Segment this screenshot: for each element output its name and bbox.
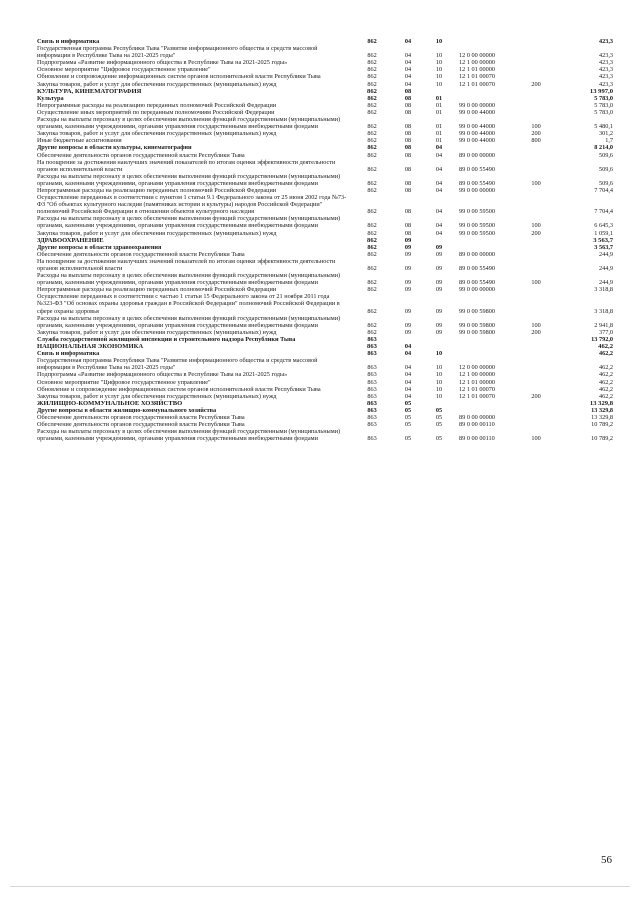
ministry-code: 863 (367, 371, 377, 379)
budget-table (37, 38, 613, 442)
row-name: Закупка товаров, работ и услуг для обеспечения государственных (муниципальных) нужд (37, 130, 277, 138)
subsection-code: 05 (435, 413, 443, 421)
section-code: 09 (404, 307, 412, 315)
section-code: 08 (404, 165, 412, 173)
ministry-code: 862 (367, 137, 377, 145)
subsection-code: 10 (435, 73, 443, 81)
table-row (37, 102, 613, 109)
row-name: Расходы на выплаты персоналу в целях обеспечения выполнения функций государственными (муниципальными) органами, казенными учреждениями, органами управления государственными внебюджетными фондами (37, 116, 341, 131)
subsection-code: 04 (435, 165, 443, 173)
amount: 1 059,1 (594, 229, 613, 237)
amount: 5 783,0 (594, 108, 613, 116)
row-name: ЖИЛИЩНО-КОММУНАЛЬНОЕ ХОЗЯЙСТВО (37, 399, 183, 407)
table-row (37, 357, 613, 371)
row-name: Основное мероприятие "Цифровое государственное управление" (37, 66, 211, 74)
amount: 462,2 (598, 385, 613, 393)
amount: 13 329,8 (589, 399, 613, 407)
section-code: 04 (404, 59, 412, 67)
amount: 244,9 (598, 279, 613, 287)
row-name: Государственная программа Республики Тыва "Развитие информационного общества и средств массовой информации в Республике Тыва на 2021-2025 годы" (37, 45, 318, 60)
table-row (37, 230, 613, 237)
section-code: 08 (404, 108, 412, 116)
target-article-code: 99 0 00 59800 (459, 328, 495, 336)
subsection-code: 10 (435, 350, 443, 358)
subsection-code: 10 (435, 38, 443, 45)
subsection-code: 05 (435, 421, 443, 429)
page-number: 56 (601, 854, 612, 866)
expense-type-code: 100 (531, 123, 541, 131)
expense-type-code: 100 (531, 222, 541, 230)
section-code: 04 (404, 378, 412, 386)
subsection-code: 09 (435, 279, 443, 287)
target-article-code: 99 0 00 44000 (459, 108, 495, 116)
table-row (37, 428, 613, 442)
ministry-code: 862 (367, 179, 377, 187)
ministry-code: 862 (367, 151, 377, 159)
target-article-code: 89 0 00 55490 (459, 279, 495, 287)
row-name: Закупка товаров, работ и услуг для обеспечения государственных (муниципальных) нужд (37, 328, 277, 336)
row-name: На поощрение за достижения наилучших значений показателей по итогам оценки эффективности деятельности органов исполнительной власти (37, 257, 336, 272)
ministry-code: 862 (367, 94, 377, 102)
ministry-code: 862 (367, 144, 377, 152)
amount: 377,0 (598, 328, 613, 336)
section-code: 09 (404, 286, 412, 294)
row-name: Связь и информатика (37, 350, 100, 358)
amount: 3 563,7 (593, 236, 613, 244)
ministry-code: 863 (367, 421, 377, 429)
table-row (37, 350, 613, 357)
expense-type-code: 200 (531, 229, 541, 237)
table-row (37, 88, 613, 95)
row-name: Расходы на выплаты персоналу в целях обеспечения выполнения функций государственными (муниципальными) органами, казенными учреждениями, органами управления государственными внебюджетными фондами (37, 272, 341, 287)
row-name: Закупка товаров, работ и услуг для обеспечения государственных (муниципальных) нужд (37, 80, 277, 88)
subsection-code: 01 (435, 137, 443, 145)
amount: 462,2 (598, 371, 613, 379)
row-name: Осуществление переданных в соответствии с пунктом 1 статьи 9.1 Федерального закона от 25 июня 2002 года №73-ФЗ "Об объектах культурного наследия (памятниках истории и культуры) народов Российской Федерации" полномочий Российской Федерации в отношении объектов культурного наследия (37, 194, 347, 216)
section-code: 04 (404, 343, 412, 351)
ministry-code: 862 (367, 229, 377, 237)
expense-type-code: 100 (531, 321, 541, 329)
row-name: Обновление и сопровождение информационных систем органов исполнительной власти Республики Тыва (37, 73, 321, 81)
bottom-rule (10, 886, 630, 887)
amount: 423,3 (598, 73, 613, 81)
amount: 10 789,2 (591, 421, 613, 429)
ministry-code: 863 (367, 392, 377, 400)
target-article-code: 12 1 01 00070 (459, 392, 495, 400)
section-code: 08 (404, 101, 412, 109)
expense-type-code: 100 (531, 179, 541, 187)
table-row (37, 251, 613, 258)
section-code: 04 (404, 371, 412, 379)
subsection-code: 10 (435, 52, 443, 60)
amount: 13 329,8 (591, 413, 613, 421)
section-code: 08 (404, 123, 412, 131)
section-code: 04 (404, 350, 412, 358)
ministry-code: 863 (367, 435, 377, 443)
subsection-code: 01 (435, 130, 443, 138)
ministry-code: 862 (367, 123, 377, 131)
target-article-code: 89 0 00 55490 (459, 165, 495, 173)
ministry-code: 862 (367, 101, 377, 109)
target-article-code: 99 0 00 00000 (459, 186, 495, 194)
amount: 462,2 (598, 364, 613, 372)
table-row (37, 336, 613, 343)
row-name: Непрограммные расходы на реализацию переданных полномочий Российской Федерации (37, 286, 277, 294)
section-code: 05 (404, 399, 412, 407)
expense-type-code: 200 (531, 80, 541, 88)
row-name: ЗДРАВООХРАНЕНИЕ (37, 236, 104, 244)
subsection-code: 01 (435, 108, 443, 116)
subsection-code: 10 (435, 59, 443, 67)
target-article-code: 99 0 00 44000 (459, 130, 495, 138)
subsection-code: 09 (435, 286, 443, 294)
row-name: Служба государственной жилищной инспекции и строительного надзора Республики Тыва (37, 335, 296, 343)
ministry-code: 862 (367, 265, 377, 272)
subsection-code: 10 (435, 392, 443, 400)
section-code: 04 (404, 364, 412, 372)
ministry-code: 862 (367, 321, 377, 329)
section-code: 05 (404, 406, 412, 414)
row-name: Расходы на выплаты персоналу в целях обеспечения выполнения функций государственными (муниципальными) органами, казенными учреждениями, органами управления государственными внебюджетными фондами (37, 215, 341, 230)
table-row (37, 272, 613, 286)
table-row (37, 329, 613, 336)
subsection-code: 01 (435, 94, 443, 102)
section-code: 04 (404, 38, 412, 45)
subsection-code: 01 (435, 123, 443, 131)
expense-type-code: 100 (531, 279, 541, 287)
section-code: 08 (404, 151, 412, 159)
target-article-code: 12 1 00 00000 (459, 371, 495, 379)
row-name: Обеспечение деятельности органов государственной власти Республики Тыва (37, 413, 245, 421)
ministry-code: 862 (367, 38, 377, 45)
row-name: Подпрограмма «Развитие информационного общества в Республике Тыва на 2021-2025 годы» (37, 371, 288, 379)
section-code: 08 (404, 87, 412, 95)
row-name: Иные бюджетные ассигнования (37, 137, 122, 145)
amount: 509,6 (598, 165, 613, 173)
ministry-code: 862 (367, 250, 377, 258)
table-row (37, 59, 613, 66)
ministry-code: 862 (367, 243, 377, 251)
ministry-code: 862 (367, 286, 377, 294)
ministry-code: 862 (367, 208, 377, 216)
table-row (37, 215, 613, 229)
target-article-code: 12 1 01 00000 (459, 378, 495, 386)
target-article-code: 12 1 01 00000 (459, 66, 495, 74)
amount: 509,6 (598, 151, 613, 159)
ministry-code: 862 (367, 165, 377, 173)
table-row (37, 407, 613, 414)
subsection-code: 10 (435, 66, 443, 74)
target-article-code: 89 0 00 00110 (459, 435, 495, 443)
subsection-code: 05 (435, 406, 443, 414)
amount: 423,3 (598, 66, 613, 74)
ministry-code: 863 (367, 406, 377, 414)
row-name: Непрограммные расходы на реализацию переданных полномочий Российской Федерации (37, 186, 277, 194)
amount: 3 318,8 (594, 307, 613, 315)
expense-type-code: 200 (531, 392, 541, 400)
expense-type-code: 100 (531, 435, 541, 443)
ministry-code: 863 (367, 385, 377, 393)
target-article-code: 12 0 00 00000 (459, 364, 495, 372)
row-name: Закупка товаров, работ и услуг для обеспечения государственных (муниципальных) нужд (37, 229, 277, 237)
amount: 462,2 (598, 378, 613, 386)
ministry-code: 863 (367, 350, 377, 358)
section-code: 04 (404, 52, 412, 60)
row-name: Расходы на выплаты персоналу в целях обеспечения выполнения функций государственными (муниципальными) органами, казенными учреждениями, органами управления государственными внебюджетными фондами (37, 428, 341, 443)
table-row (37, 144, 613, 151)
ministry-code: 862 (367, 108, 377, 116)
table-row (37, 109, 613, 116)
amount: 5 783,0 (594, 101, 613, 109)
section-code: 04 (404, 73, 412, 81)
row-name: Обеспечение деятельности органов государственной власти Республики Тыва (37, 250, 245, 258)
row-name: Другие вопросы в области жилищно-коммунального хозяйства (37, 406, 217, 414)
amount: 7 704,4 (594, 186, 613, 194)
amount: 10 789,2 (591, 435, 613, 443)
section-code: 08 (404, 137, 412, 145)
subsection-code: 04 (435, 208, 443, 216)
table-row (37, 258, 613, 272)
subsection-code: 04 (435, 229, 443, 237)
amount: 462,2 (598, 343, 613, 351)
table-row (37, 95, 613, 102)
table-row (37, 421, 613, 428)
table-row (37, 152, 613, 159)
row-name: Осуществление переданных в соответствии с частью 1 статьи 15 Федерального закона от 21 ноября 2011 года №323-ФЗ "Об основах охраны здоровья граждан в Российской Федерации" полномочий Российской Федерации в сфере охраны здоровья (37, 293, 340, 315)
table-row (37, 38, 613, 45)
section-code: 04 (404, 392, 412, 400)
amount: 1,7 (605, 137, 613, 145)
table-row (37, 400, 613, 407)
subsection-code: 09 (435, 265, 443, 272)
ministry-code: 862 (367, 52, 377, 60)
section-code: 09 (404, 250, 412, 258)
ministry-code: 862 (367, 66, 377, 74)
ministry-code: 862 (367, 279, 377, 287)
subsection-code: 05 (435, 435, 443, 443)
section-code: 09 (404, 328, 412, 336)
subsection-code: 09 (435, 250, 443, 258)
table-row (37, 116, 613, 130)
row-name: Обеспечение деятельности органов государственной власти Республики Тыва (37, 151, 245, 159)
table-row (37, 66, 613, 73)
amount: 301,2 (598, 130, 613, 138)
amount: 244,9 (598, 250, 613, 258)
subsection-code: 09 (435, 307, 443, 315)
expense-type-code: 800 (531, 137, 541, 145)
ministry-code: 862 (367, 307, 377, 315)
row-name: КУЛЬТУРА, КИНЕМАТОГРАФИЯ (37, 87, 142, 95)
row-name: Культура (37, 94, 64, 102)
target-article-code: 99 0 00 00000 (459, 101, 495, 109)
row-name: На поощрение за достижения наилучших значений показателей по итогам оценки эффективности деятельности органов исполнительной власти (37, 158, 336, 173)
amount: 423,3 (598, 59, 613, 67)
target-article-code: 99 0 00 59500 (459, 208, 495, 216)
table-row (37, 286, 613, 293)
amount: 6 645,3 (594, 222, 613, 230)
amount: 13 329,8 (591, 406, 613, 414)
amount: 423,3 (598, 52, 613, 60)
table-row (37, 45, 613, 59)
table-row (37, 137, 613, 144)
table-row (37, 73, 613, 80)
table-row (37, 130, 613, 137)
subsection-code: 10 (435, 364, 443, 372)
row-name: Основное мероприятие "Цифровое государственное управление" (37, 378, 211, 386)
table-row (37, 414, 613, 421)
target-article-code: 89 0 00 55490 (459, 179, 495, 187)
section-code: 09 (404, 321, 412, 329)
target-article-code: 99 0 00 59500 (459, 229, 495, 237)
table-row (37, 159, 613, 173)
amount: 462,2 (598, 392, 613, 400)
amount: 13 792,0 (591, 335, 613, 343)
table-row (37, 244, 613, 251)
ministry-code: 863 (367, 335, 377, 343)
ministry-code: 862 (367, 236, 377, 244)
target-article-code: 89 0 00 55490 (459, 265, 495, 272)
row-name: Другие вопросы в области здравоохранения (37, 243, 162, 251)
section-code: 08 (404, 229, 412, 237)
section-code: 09 (404, 265, 412, 272)
row-name: Государственная программа Республики Тыва "Развитие информационного общества и средств массовой информации в Республике Тыва на 2021-2025 годы" (37, 357, 318, 372)
row-name: Подпрограмма «Развитие информационного общества в Республике Тыва на 2021-2025 годы» (37, 59, 288, 67)
section-code: 08 (404, 144, 412, 152)
amount: 13 997,0 (589, 87, 613, 95)
amount: 462,2 (598, 350, 613, 358)
expense-type-code: 200 (531, 130, 541, 138)
section-code: 04 (404, 66, 412, 74)
section-code: 04 (404, 80, 412, 88)
table-row (37, 187, 613, 194)
amount: 8 214,0 (594, 144, 613, 152)
subsection-code: 09 (435, 243, 443, 251)
table-row (37, 386, 613, 393)
subsection-code: 10 (435, 80, 443, 88)
target-article-code: 99 0 00 00000 (459, 286, 495, 294)
section-code: 08 (404, 208, 412, 216)
table-row (37, 393, 613, 400)
table-row (37, 237, 613, 244)
amount: 423,3 (598, 38, 613, 45)
table-row (37, 343, 613, 350)
section-code: 05 (404, 435, 412, 443)
target-article-code: 99 0 00 44000 (459, 137, 495, 145)
target-article-code: 99 0 00 59800 (459, 307, 495, 315)
ministry-code: 862 (367, 87, 377, 95)
target-article-code: 99 0 00 59800 (459, 321, 495, 329)
target-article-code: 89 0 00 00110 (459, 421, 495, 429)
section-code: 09 (404, 243, 412, 251)
target-article-code: 12 1 01 00070 (459, 385, 495, 393)
subsection-code: 04 (435, 144, 443, 152)
table-row (37, 194, 613, 215)
row-name: Расходы на выплаты персоналу в целях обеспечения выполнения функций государственными (муниципальными) органами, казенными учреждениями, органами управления государственными внебюджетными фондами (37, 172, 341, 187)
section-code: 05 (404, 413, 412, 421)
table-row (37, 293, 613, 314)
row-name: Обновление и сопровождение информационных систем органов исполнительной власти Республики Тыва (37, 385, 321, 393)
table-row (37, 81, 613, 88)
subsection-code: 04 (435, 222, 443, 230)
section-code: 08 (404, 94, 412, 102)
ministry-code: 862 (367, 222, 377, 230)
section-code: 04 (404, 385, 412, 393)
target-article-code: 99 0 00 44000 (459, 123, 495, 131)
ministry-code: 862 (367, 328, 377, 336)
target-article-code: 89 0 00 00000 (459, 250, 495, 258)
section-code: 08 (404, 179, 412, 187)
row-name: Непрограммные расходы на реализацию переданных полномочий Российской Федерации (37, 101, 277, 109)
target-article-code: 12 1 00 00000 (459, 59, 495, 67)
target-article-code: 12 1 01 00070 (459, 73, 495, 81)
amount: 2 941,8 (594, 321, 613, 329)
target-article-code: 89 0 00 00000 (459, 413, 495, 421)
subsection-code: 10 (435, 378, 443, 386)
row-name: НАЦИОНАЛЬНАЯ ЭКОНОМИКА (37, 343, 144, 351)
row-name: Другие вопросы в области культуры, кинематографии (37, 144, 192, 152)
subsection-code: 10 (435, 371, 443, 379)
amount: 3 563,7 (594, 243, 613, 251)
amount: 5 480,1 (594, 123, 613, 131)
section-code: 09 (404, 279, 412, 287)
row-name: Осуществление иных мероприятий по переданным полномочиям Российской Федерации (37, 108, 275, 116)
amount: 244,9 (598, 265, 613, 272)
subsection-code: 04 (435, 151, 443, 159)
section-code: 08 (404, 222, 412, 230)
table-row (37, 315, 613, 329)
target-article-code: 12 1 01 00070 (459, 80, 495, 88)
table-row (37, 173, 613, 187)
amount: 423,3 (598, 80, 613, 88)
ministry-code: 863 (367, 364, 377, 372)
subsection-code: 04 (435, 186, 443, 194)
ministry-code: 862 (367, 130, 377, 138)
section-code: 08 (404, 186, 412, 194)
section-code: 05 (404, 421, 412, 429)
amount: 3 318,8 (594, 286, 613, 294)
ministry-code: 863 (367, 378, 377, 386)
ministry-code: 863 (367, 399, 377, 407)
ministry-code: 862 (367, 80, 377, 88)
table-row (37, 371, 613, 378)
subsection-code: 09 (435, 321, 443, 329)
row-name: Связь и информатика (37, 38, 100, 45)
target-article-code: 89 0 00 00000 (459, 151, 495, 159)
row-name: Расходы на выплаты персоналу в целях обеспечения выполнения функций государственными (муниципальными) органами, казенными учреждениями, органами управления государственными внебюджетными фондами (37, 314, 341, 329)
target-article-code: 99 0 00 59500 (459, 222, 495, 230)
subsection-code: 01 (435, 101, 443, 109)
ministry-code: 863 (367, 413, 377, 421)
row-name: Закупка товаров, работ и услуг для обеспечения государственных (муниципальных) нужд (37, 392, 277, 400)
expense-type-code: 200 (531, 328, 541, 336)
ministry-code: 862 (367, 186, 377, 194)
subsection-code: 10 (435, 385, 443, 393)
ministry-code: 862 (367, 73, 377, 81)
section-code: 09 (404, 236, 412, 244)
amount: 5 783,0 (594, 94, 613, 102)
table-row (37, 379, 613, 386)
ministry-code: 862 (367, 59, 377, 67)
subsection-code: 09 (435, 328, 443, 336)
amount: 7 704,4 (594, 208, 613, 216)
amount: 509,6 (598, 179, 613, 187)
target-article-code: 12 0 00 00000 (459, 52, 495, 60)
row-name: Обеспечение деятельности органов государственной власти Республики Тыва (37, 421, 245, 429)
ministry-code: 863 (367, 343, 377, 351)
section-code: 08 (404, 130, 412, 138)
subsection-code: 04 (435, 179, 443, 187)
